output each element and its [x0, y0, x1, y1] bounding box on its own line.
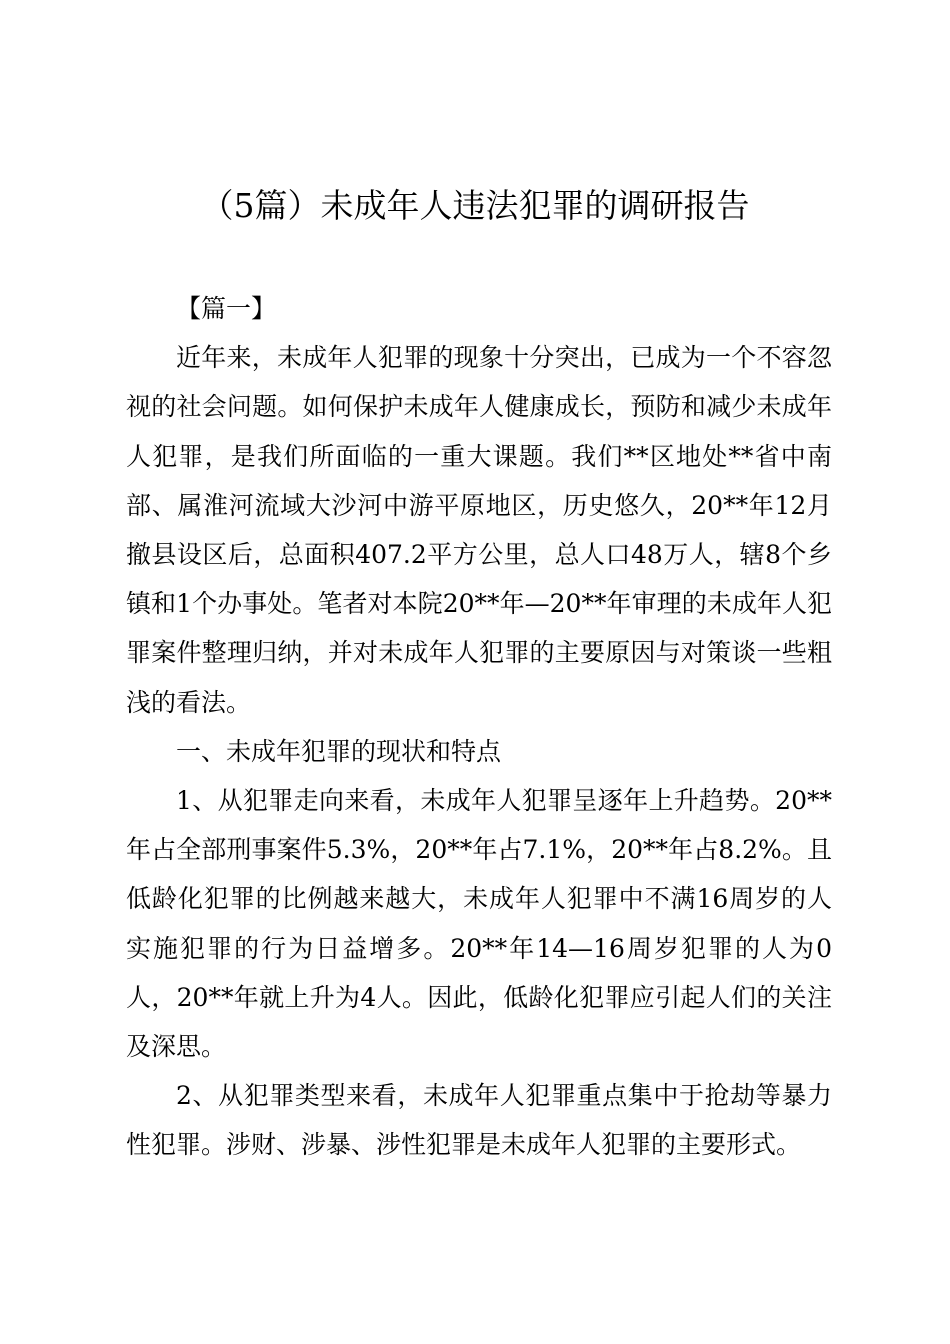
section-heading-status: 一、未成年犯罪的现状和特点	[176, 736, 502, 766]
point-1-paragraph: 1、从犯罪走向来看，未成年人犯罪呈逐年上升趋势。20**年占全部刑事案件5.3%，20**年占7.1%，20**年占8.2%。且低龄化犯罪的比例越来越大，未成年人犯罪中不满16周岁的人实施犯罪的行为日益增多。20**年14—16周岁犯罪的人为0人，20**年就上升为4人。因此，低龄化犯罪应引起人们的关注及深思。	[126, 786, 832, 1062]
point-2-paragraph: 2、从犯罪类型来看，未成年人犯罪重点集中于抢劫等暴力性犯罪。涉财、涉暴、涉性犯罪是未成年人犯罪的主要形式。	[126, 1081, 832, 1160]
document-body	[126, 284, 832, 1170]
intro-paragraph: 近年来，未成年人犯罪的现象十分突出，已成为一个不容忽视的社会问题。如何保护未成年人健康成长，预防和减少未成年人犯罪，是我们所面临的一重大课题。我们**区地处**省中南部、属淮河流域大沙河中游平原地区，历史悠久，20**年12月撤县设区后，总面积407.2平方公里，总人口48万人，辖8个乡镇和1个办事处。笔者对本院20**年—20**年审理的未成年人犯罪案件整理归纳，并对未成年人犯罪的主要原因与对策谈一些粗浅的看法。	[126, 343, 832, 717]
section-heading-pian-yi: 【篇一】	[176, 294, 277, 323]
document-title: （5篇）未成年人违法犯罪的调研报告	[200, 186, 750, 225]
